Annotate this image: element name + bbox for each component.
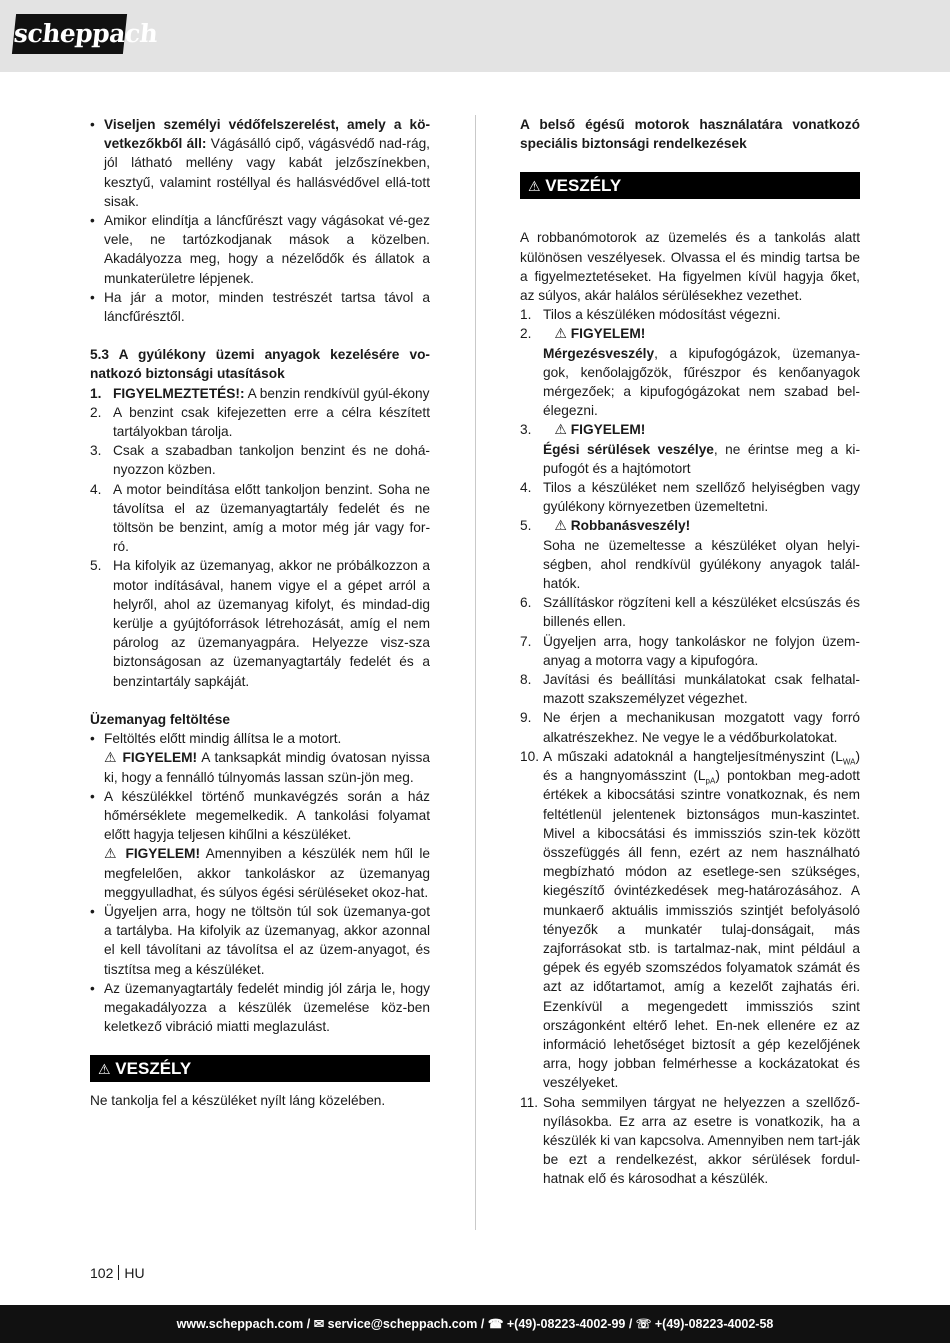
danger-banner: ⚠ VESZÉLY [520,172,860,199]
list-item: • Feltöltés előtt mindig állítsa le a motort. [90,729,430,748]
list-item: 3. ⚠ FIGYELEM! Égési sérülések veszélye, ne érintse meg a ki-pufogót és a hajtómotort [520,421,860,476]
list-item: 11. Soha semmilyen tárgyat ne helyezzen a szellőző-nyílásokba. Ez arra az esetre is vonatkozik, ha a készülék ki van kapcsolva. Amennyiben nem tart-ják be ezt a rendelkezést, akkor sérülések fordul-hatnak elő és károsodhat a készülék. [520,1094,860,1187]
warning-icon: ⚠ [104,845,120,862]
list-item: 7. Ügyeljen arra, hogy tankoláskor ne folyjon üzem-anyag a motorra vagy a kipufogóra. [520,633,860,668]
contact-line: www.scheppach.com / ✉ service@scheppach.com / ☎ +(49)-08223-4002-99 / ☏ +(49)-08223-4002-58 [176,1317,774,1331]
list-item: 1. FIGYELMEZTETÉS!: A benzin rendkívül gyúl-ékony [90,385,430,401]
warning-icon: ⚠ [98,1061,111,1078]
section-heading: A belső égésű motorok használatára vonatkozó speciális biztonsági rendelkezések [520,117,860,152]
list-item: 5. Ha kifolyik az üzemanyag, akkor ne próbálkozzon a motor indításával, hanem vigye el a gépet arról a helyről, ahol az üzemanyag kifolyt, és mindad-dig kerülje a gyújtóforrások létrehozását, amíg el nem párolog az üzemanyagpára. Helyezze visz-sza biztonságosan az üzemanyagtartály fedelét és a benzintartály sapkáját. [90,558,430,689]
warning-icon: ⚠ [554,421,567,438]
language-code: HU [124,1265,145,1281]
list-item: • A készülékkel történő munkavégzés során a ház hőmérséklete megemelkedik. A tankolási folyamat előtt hagyja teljesen kihűlni a készüléket. [90,787,430,845]
header-bar [0,0,950,72]
left-column [90,115,430,1111]
warning-note: ⚠ FIGYELEM! A tanksapkát mindig óvatosan nyissa ki, hogy a fennálló túlnyomás lassan szün-jön meg. [104,749,430,785]
list-item: 10. A műszaki adatoknál a hangteljesítményszint $(L_{WA})$ és a hangnyomásszint $(L_{pA})$ pontokban meg-adott értékek a kibocsátási szintre vonatkoznak, és nem feltétlenül jelentenek biztonságos mun-kaszintet. Mivel a kibocsátási és immissziós szin-tek között összefüggés áll fenn, ezért az nem használható megbízható módon az esetlege-sen szükséges, kiegészítő óvintézkedések meg-határozásához. A munkaerő aktuális immissziós szintjét befolyásoló tényezők a munkatér tulaj-donságait, más zajforrásokat stb. is tartalmaz-nak, mint például a gépek és egyéb szomszédos folyamatok számát és azt az időtartamot, amíg a kezelőt zajhatás éri. Ezenkívül a megengedett immissziós szint országonként eltérő lehet. En-nek ellenére ez az információ lehetőséget biztosít a gép kezelőjének arra, hogy jobban felmérhesse a kockázatokat és veszélyeket. [520,748,860,1091]
list-item: 2. ⚠ FIGYELEM! Mérgezésveszély, a kipufogógázok, üzemanya-gok, kenőolajgőzök, fűrészpor és kenőanyagok mérgezőek; a kipufogógázokat nem szabad bel-élegezni. [520,325,860,419]
list-item: 2. A benzint csak kifejezetten erre a célra készített tartályokban tárolja. [90,404,430,440]
list-item: 4. Tilos a készüléket nem szellőző helyiségben vagy gyúlékony környezetben üzemeltetni. [520,480,860,515]
list-item: • Ügyeljen arra, hogy ne töltsön túl sok üzemanya-got a tartályba. Ha kifolyik az üzemanyag, akkor azonnal el kell távolítani az távolítsa el az üzem-anyagot, és tisztítsa meg a készüléket. [90,902,430,979]
warning-note: ⚠ FIGYELEM! Amennyiben a készülék nem hűl le megfelelően, akkor tankoláskor az üzemanyag meggyulladhat, és súlyos égési sérüléseket okoz-hat. [104,845,430,900]
list-item: 9. Ne érjen a mechanikusan mozgatott vagy forró alkatrészekhez. Ne vegye le a védőburkolatokat. [520,710,860,745]
warning-icon: ⚠ [104,749,118,766]
list-item: • Amikor elindítja a láncfűrészt vagy vágásokat vé-gez vele, ne tartózkodjanak mások a közelben. Akadályozza meg, hogy a nézelődők és állatok a munkaterületre lépjenek. [90,211,430,288]
page-number: 102 [90,1265,114,1281]
intro-paragraph: A robbanómotorok az üzemelés és a tankolás alatt különösen veszélyesek. Olvassa el és mindig tartsa be a figyelmeztetéseket. Ha figyelmen kívül hagyja őket, az súlyos, akár halálos sérülésekhez vezethet. [520,230,860,304]
column-divider [475,115,476,1230]
list-item: • Az üzemanyagtartály fedelét mindig jól zárja le, hogy megakadályozza a készülék üzemelése köz-ben keletkező vibráció miatti meglazulást. [90,979,430,1037]
list-item: • Viseljen személyi védőfelszerelést, amely a kö-vetkezőkből áll: Vágásálló cipő, vágásvédő nad-rág, jól látható mellény vagy kabát jelzőszínekben, kesztyű, valamint rostéllyal és hallásvédővel ellá-tott sisak. [90,115,430,211]
list-item: 6. Szállításkor rögzíteni kell a készüléket elcsúszás és billenés ellen. [520,595,860,630]
list-item: • Ha jár a motor, minden testrészét tartsa távol a láncfűrésztől. [90,288,430,326]
warning-icon: ⚠ [554,325,567,342]
list-item: 3. Csak a szabadban tankoljon benzint és ne dohá-nyozzon közben. [90,443,430,478]
subsection-heading: Üzemanyag feltöltése [90,711,230,727]
list-item: 8. Javítási és beállítási munkálatokat csak felhatal-mazott szakszemélyzet végezhet. [520,672,860,707]
danger-banner: ⚠ VESZÉLY [90,1055,430,1082]
page-footer [90,1265,145,1281]
list-item: 5. ⚠ Robbanásveszély! Soha ne üzemeltesse a készüléket olyan helyi-ségben, ahol rendkívül gyúlékony anyagok talál-hatók. [520,517,860,592]
list-item: 1. Tilos a készüléken módosítást végezni. [520,307,781,323]
warning-icon: ⚠ [528,178,541,195]
contact-bar [0,1305,950,1343]
danger-text: Ne tankolja fel a készüléket nyílt láng közelében. [90,1093,386,1109]
section-heading: 5.3 A gyúlékony üzemi anyagok kezelésére vo-natkozó biztonsági utasítások [90,347,430,382]
warning-icon: ⚠ [554,517,567,534]
brand-logo: scheppach [12,14,127,54]
right-column [520,115,860,1189]
list-item: 4. A motor beindítása előtt tankoljon benzint. Soha ne távolítsa el az üzemanyagtartály fedelét és ne töltsön be benzint, amíg a motor még jár vagy for-ró. [90,481,430,555]
